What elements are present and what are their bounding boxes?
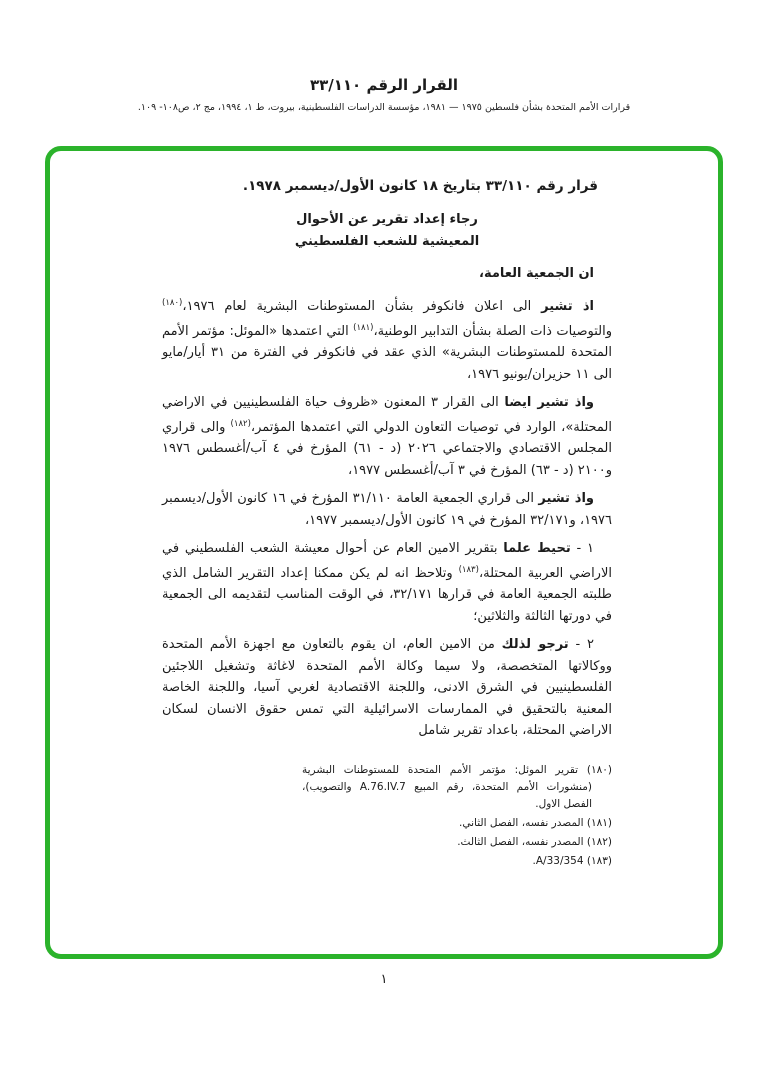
paragraph-text: التي اعتمدها «الموئل: مؤتمر الأمم المتحدة للمستوطنات البشرية» الذي عقد في فانكوفر في الفترة من ٣١ أيار/مايو الى ١١ حزيران/يونيو ١٩٧٦، [162,323,612,382]
paragraph-text: والتوصيات ذات الصلة بشأن التدابير الوطنية، [373,323,612,339]
resolution-opening: ان الجمعية العامة، [479,266,594,281]
paragraph-text: من الامين العام، ان يقوم بالتعاون مع اجهزة الأمم المتحدة ووكالاتها المتخصصة، ولا سيما وكالة الأمم المتحدة لاغاثة وتشغيل اللاجئين الفلسطينيين في الشرق الادنى، واللجنة الاقتصادية لغربي آسيا، واللجنة الخاصة المعنية بالتحقيق في الممارسات الاسرائيلية التي تمس حقوق الانسان لسكان الاراضي المحتلة، باعداد تقرير شامل [162,637,612,738]
footnote-reference: (١٨١) [353,322,374,333]
page-number: ١ [380,972,388,987]
paragraph-text: وتلاحظ انه لم يكن ممكنا إعداد التقرير الشامل الذي طلبته الجمعية العامة في قرارها ٣٢/١٧١، في الوقت المناسب لتقديمه الى الجمعية في دورتها الثالثة والثلاثين؛ [162,565,612,624]
paragraph [162,538,612,627]
footnote-text: المصدر نفسه، الفصل الثاني. [459,816,584,829]
paragraph-text: ١ - [570,541,594,556]
footnote-marker: (١٨١) [583,816,612,829]
paragraph [162,634,612,742]
paragraph [162,488,612,531]
paragraph [162,293,612,385]
footnote-marker: (١٨٠) [578,763,612,776]
paragraph-text: بتقرير الامين العام عن أحوال معيشة الشعب الفلسطيني في الاراضي العربية المحتلة، [162,541,612,581]
footnote-marker: (١٨٣) [583,854,612,867]
footnote-reference: (١٨٢) [230,418,251,429]
paragraph-text: ترجو لذلك [501,637,569,652]
footnote-reference: (١٨٣) [458,564,479,575]
paragraph-text: الى اعلان فانكوفر بشأن المستوطنات البشرية لعام ١٩٧٦، [182,299,542,314]
paragraph-text: والى قراري المجلس الاقتصادي والاجتماعي ٢٠٢٦ (د - ٦١) المؤرخ في ٤ آب/أغسطس ١٩٧٦ و٢١٠٠ (د - ٦٣) المؤرخ في ٣ آب/أغسطس ١٩٧٧، [162,419,612,478]
document-source-line: قرارات الأمم المتحدة بشأن فلسطين ١٩٧٥ — ١٩٨١، مؤسسة الدراسات الفلسطينية، بيروت، ط ١، ١٩٩٤، مج ٢، ص١٠٨- ١٠٩. [137,102,631,113]
paragraph-text: الى قراري الجمعية العامة ٣١/١١٠ المؤرخ في ١٦ كانون الأول/ديسمبر ١٩٧٦، و٣٢/١٧١ المؤرخ في ١٩ كانون الأول/ديسمبر ١٩٧٧، [162,491,612,528]
paragraph-text: تحيط علما [503,541,571,556]
footnote [302,853,612,870]
paragraph-text: الى القرار ٣ المعنون «ظروف حياة الفلسطينيين في الاراضي المحتلة»، الوارد في توصيات التعاون الدولي التي اعتمدها المؤتمر، [162,395,612,435]
paragraph-text: واذ تشير ايضا [504,395,594,410]
paragraph-text: اذ تشير [541,299,594,314]
resolution-paragraphs [162,293,612,742]
resolution-subtitle [162,209,612,253]
footnote [302,834,612,851]
document-header-title: القرار الرقم ٣٣/١١٠ [309,76,459,94]
footnote [302,815,612,832]
resolution-subtitle-line2: المعيشية للشعب الفلسطيني [294,234,480,249]
footnote-reference: (١٨٠) [162,298,183,308]
highlight-frame [45,146,723,959]
footnote-list [302,762,612,870]
footnote [302,762,612,813]
footnote-text: المصدر نفسه، الفصل الثالث. [457,835,584,848]
resolution-subtitle-line1: رجاء إعداد تقرير عن الأحوال [296,212,478,227]
resolution-title: قرار رقم ٣٣/١١٠ بتاريخ ١٨ كانون الأول/ديسمبر ١٩٧٨. [242,178,598,194]
paragraph [162,392,612,481]
paragraph-text: واذ تشير [538,491,594,506]
page-header [0,76,768,113]
footnote-text: تقرير الموئل: مؤتمر الأمم المتحدة للمستوطنات البشرية (منشورات الأمم المتحدة، رقم المبيع A.76.IV.7 والتصويب)، الفصل الاول. [302,763,592,810]
footnote-marker: (١٨٢) [583,835,612,848]
footnote-text: A/33/354. [532,854,584,867]
paragraph-text: ٢ - [568,637,594,652]
